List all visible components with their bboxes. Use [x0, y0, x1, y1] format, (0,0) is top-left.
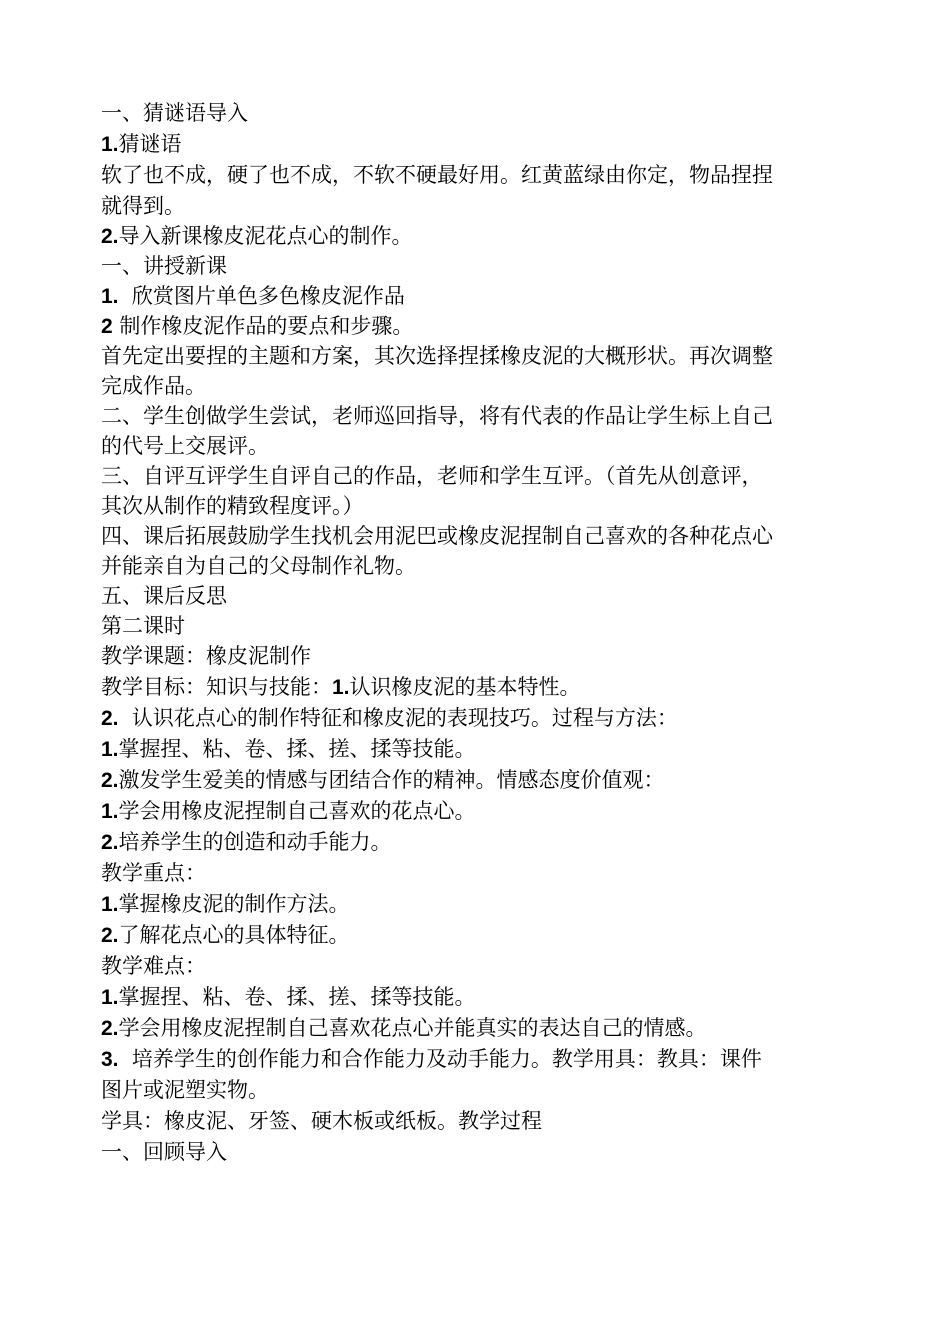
section-heading: 一、猜谜语导入 — [101, 101, 248, 125]
lesson-goals: 教学目标：知识与技能：1.认识橡皮泥的基本特性。 — [101, 675, 581, 699]
list-item: 2.了解花点心的具体特征。 — [101, 923, 350, 947]
list-item: 1.掌握橡皮泥的制作方法。 — [101, 892, 350, 916]
paragraph-line: 就得到。 — [101, 194, 185, 218]
paragraph-line: 学具：橡皮泥、牙签、硬木板或纸板。教学过程 — [101, 1109, 542, 1133]
list-item: 2.导入新课橡皮泥花点心的制作。 — [101, 224, 413, 248]
list-item: 2.激发学生爱美的情感与团结合作的精神。情感态度价值观： — [101, 768, 665, 792]
document-body — [101, 98, 856, 1168]
paragraph-line: 图片或泥塑实物。 — [101, 1078, 269, 1102]
list-item: 2. 认识花点心的制作特征和橡皮泥的表现技巧。过程与方法： — [101, 706, 678, 730]
list-item: 1.学会用橡皮泥捏制自己喜欢的花点心。 — [101, 799, 476, 823]
subheading: 教学难点： — [101, 954, 206, 978]
list-item: 1.掌握捏、粘、卷、揉、搓、揉等技能。 — [101, 985, 476, 1009]
section-heading: 一、讲授新课 — [101, 254, 227, 278]
section-heading: 四、课后拓展鼓励学生找机会用泥巴或橡皮泥捏制自己喜欢的各种花点心 — [101, 524, 773, 548]
list-item: 2.学会用橡皮泥捏制自己喜欢花点心并能真实的表达自己的情感。 — [101, 1016, 707, 1040]
list-item: 1. 欣赏图片单色多色橡皮泥作品 — [101, 284, 405, 308]
paragraph-line: 并能亲自为自己的父母制作礼物。 — [101, 554, 416, 578]
paragraph-line: 首先定出要捏的主题和方案，其次选择捏揉橡皮泥的大概形状。再次调整 — [101, 344, 773, 368]
list-item: 1.猜谜语 — [101, 132, 182, 156]
paragraph-line: 的代号上交展评。 — [101, 434, 269, 458]
lesson-heading: 第二课时 — [101, 614, 185, 638]
section-heading: 二、学生创做学生尝试，老师巡回指导，将有代表的作品让学生标上自己 — [101, 404, 773, 428]
lesson-topic: 教学课题：橡皮泥制作 — [101, 644, 311, 668]
list-item: 2.培养学生的创造和动手能力。 — [101, 830, 392, 854]
paragraph-line: 软了也不成，硬了也不成，不软不硬最好用。红黄蓝绿由你定，物品捏捏 — [101, 163, 773, 187]
list-item: 2 制作橡皮泥作品的要点和步骤。 — [101, 314, 414, 338]
paragraph-line: 其次从制作的精致程度评。） — [101, 494, 364, 518]
section-heading: 三、自评互评学生自评自己的作品，老师和学生互评。（首先从创意评， — [101, 464, 763, 488]
subheading: 教学重点： — [101, 861, 206, 885]
section-heading: 五、课后反思 — [101, 584, 227, 608]
section-heading: 一、回顾导入 — [101, 1140, 227, 1164]
paragraph-line: 完成作品。 — [101, 374, 206, 398]
list-item: 1.掌握捏、粘、卷、揉、搓、揉等技能。 — [101, 737, 476, 761]
list-item: 3. 培养学生的创作能力和合作能力及动手能力。教学用具：教具：课件 — [101, 1047, 762, 1071]
